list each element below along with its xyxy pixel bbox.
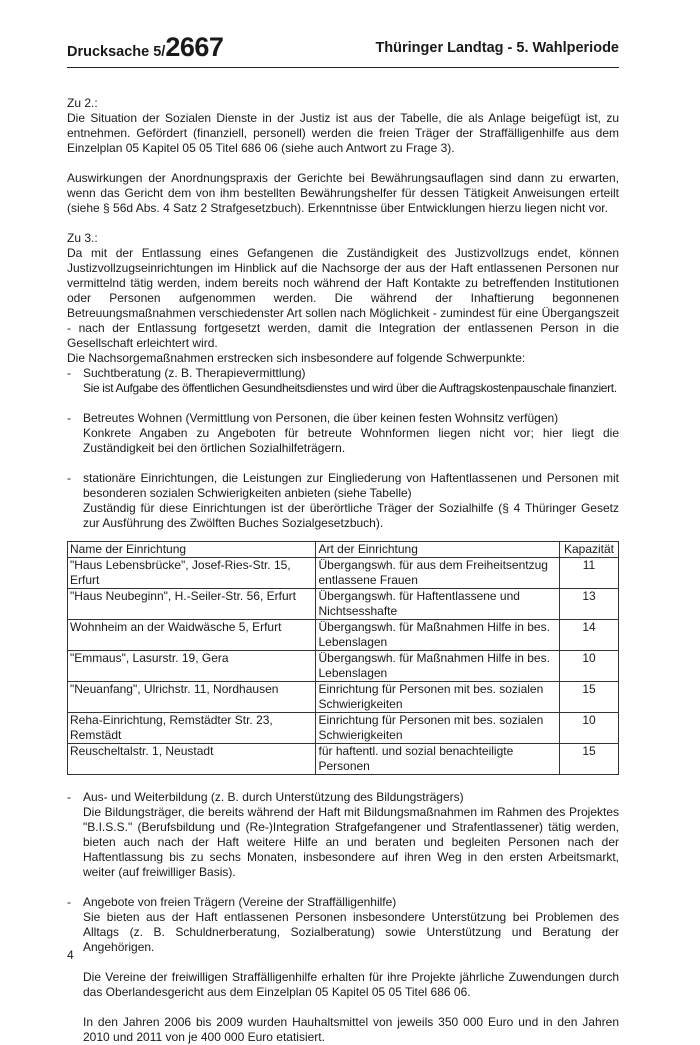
table-header-row [68, 542, 619, 558]
cell-art: Einrichtung für Personen mit bes. sozialen Schwierigkeiten [316, 713, 560, 744]
table-row [68, 589, 619, 620]
list-item-title: Aus- und Weiterbildung (z. B. durch Unterstützung des Bildungsträgers) [83, 790, 464, 804]
cell-kapazitaet: 15 [560, 682, 619, 713]
column-header-kapazitaet: Kapazität [560, 542, 619, 558]
list-dash: - [67, 790, 71, 804]
list-item-text: Konkrete Angaben zu Angeboten für betreute Wohnformen liegen nicht vor; hier liegt die Zuständigkeit bei den örtlichen Sozialhilfeträgern. [83, 426, 619, 455]
cell-name: "Haus Lebensbrücke", Josef-Ries-Str. 15, Erfurt [68, 558, 316, 589]
cell-kapazitaet: 13 [560, 589, 619, 620]
einrichtungen-table [67, 541, 619, 775]
list-item-text: Sie bieten aus der Haft entlassenen Personen insbesondere Unterstützung bei Problemen des Alltags (z. B. Schuldnerberatung, Sozialberatung) sowie Unterstützung und Beratung der Angehörigen. [83, 910, 619, 954]
zu3-paragraph-2: Die Nachsorgemaßnahmen erstrecken sich insbesondere auf folgende Schwerpunkte: [67, 351, 526, 365]
list-dash: - [67, 366, 71, 380]
cell-kapazitaet: 15 [560, 744, 619, 775]
cell-name: "Emmaus", Lasurstr. 19, Gera [68, 651, 316, 682]
column-header-art: Art der Einrichtung [316, 542, 560, 558]
cell-kapazitaet: 10 [560, 713, 619, 744]
cell-art: Übergangswh. für Maßnahmen Hilfe in bes. Lebenslagen [316, 651, 560, 682]
cell-art: Übergangswh. für aus dem Freiheitsentzug entlassene Frauen [316, 558, 560, 589]
cell-name: Reuscheltalstr. 1, Neustadt [68, 744, 316, 775]
cell-name: Reha-Einrichtung, Remstädter Str. 23, Remstädt [68, 713, 316, 744]
list-item-text: Zuständig für diese Einrichtungen ist der überörtliche Träger der Sozialhilfe (§ 4 Thüringer Gesetz zur Ausführung des Zwölften Buches Sozialgesetzbuch). [83, 501, 619, 530]
list-item-text: Sie ist Aufgabe des öffentlichen Gesundheitsdienstes und wird über die Auftragskostenpauschale finanziert. [83, 381, 617, 395]
list-item-aus-weiterbildung [67, 790, 619, 880]
table-row [68, 620, 619, 651]
zu2-heading: Zu 2.: [67, 96, 98, 110]
cell-name: "Neuanfang", Ulrichstr. 11, Nordhausen [68, 682, 316, 713]
parliament-title: Thüringer Landtag - 5. Wahlperiode [375, 40, 619, 56]
list-item-paragraph: In den Jahren 2006 bis 2009 wurden Hauhaltsmittel von jeweils 350 000 Euro und in den Jahren 2010 und 2011 von je 400 000 Euro etatisiert. [83, 1015, 619, 1044]
page-number: 4 [67, 948, 74, 962]
zu3-paragraph-1: Da mit der Entlassung eines Gefangenen die Zuständigkeit des Justizvollzugs endet, können Justizvollzugseinrichtungen im Hinblick auf die Nachsorge der aus der Haft entlassenen Personen nur vermittelnd tätig werden, indem bereits noch während der Haft Kontakte zu betreffenden Institutionen oder Personen aufgenommen werden. Die während der Inhaftierung begonnenen Betreuungsmaßnahmen verschiedenster Art sollen nach Möglichkeit - zumindest für eine Übergangszeit - nach der Entlassung fortgesetzt werden, damit die Integration der entlassenen Person in die Gesellschaft erleichtert wird. [67, 246, 619, 350]
list-item-title: Angebote von freien Trägern (Vereine der Straffälligenhilfe) [83, 895, 397, 909]
zu2-paragraph-2: Auswirkungen der Anordnungspraxis der Gerichte bei Bewährungsauflagen sind dann zu erwarten, wenn das Gericht dem von ihm bestellten Bewährungshelfer für dessen Tätigkeit Anweisungen erteilt (siehe § 56d Abs. 4 Satz 2 Strafgesetzbuch). Erkenntnisse über Entwicklungen hierzu liegen nicht vor. [67, 171, 619, 215]
list-item-title: stationäre Einrichtungen, die Leistungen zur Eingliederung von Haftentlassenen und Personen mit besonderen sozialen Schwierigkeiten anbieten (siehe Tabelle) [83, 471, 619, 500]
cell-kapazitaet: 11 [560, 558, 619, 589]
list-item-suchtberatung [67, 366, 619, 396]
table-row [68, 558, 619, 589]
list-dash: - [67, 471, 71, 485]
zu2-paragraph-1: Die Situation der Sozialen Dienste in der Justiz ist aus der Tabelle, die als Anlage beigefügt ist, zu entnehmen. Gefördert (finanziell, personell) werden die freien Träger der Straffälligenhilfe aus dem Einzelplan 05 Kapitel 05 05 Titel 686 06 (siehe auch Antwort zu Frage 3). [67, 111, 619, 155]
table-row [68, 744, 619, 775]
document-body [67, 96, 619, 1045]
cell-art: für haftentl. und sozial benachteiligte Personen [316, 744, 560, 775]
page-header [67, 30, 619, 66]
cell-name: Wohnheim an der Waidwäsche 5, Erfurt [68, 620, 316, 651]
cell-kapazitaet: 14 [560, 620, 619, 651]
table-row [68, 682, 619, 713]
list-dash: - [67, 411, 71, 425]
document-number [67, 32, 223, 63]
column-header-name: Name der Einrichtung [68, 542, 316, 558]
zu3-heading: Zu 3.: [67, 231, 98, 245]
cell-art: Übergangswh. für Maßnahmen Hilfe in bes. Lebenslagen [316, 620, 560, 651]
list-item-betreutes-wohnen [67, 411, 619, 456]
list-item-freie-traeger [67, 895, 619, 1045]
cell-name: "Haus Neubeginn", H.-Seiler-Str. 56, Erfurt [68, 589, 316, 620]
table-row [68, 651, 619, 682]
cell-art: Übergangswh. für Haftentlassene und Nichtsesshafte [316, 589, 560, 620]
table-row [68, 713, 619, 744]
cell-art: Einrichtung für Personen mit bes. sozialen Schwierigkeiten [316, 682, 560, 713]
list-item-text: Die Bildungsträger, die bereits während der Haft mit Bildungsmaßnahmen im Rahmen des Projektes "B.I.S.S." (Berufsbildung und (Re-)Integration Strafgefangener und Strafentlassener) tätig werden, bieten auch nach der Haft weitere Hilfe an und beraten und begleiten Personen nach der Haftentlassung bis zu sechs Monaten, insbesondere auf ihren Weg in den ersten Arbeitsmarkt, weiter (auf freiwilliger Basis). [83, 805, 619, 879]
list-item-stationaere-einrichtungen [67, 471, 619, 531]
header-rule [67, 67, 619, 68]
list-item-paragraph: Die Vereine der freiwilligen Straffälligenhilfe erhalten für ihre Projekte jährliche Zuwendungen durch das Oberlandesgericht aus dem Einzelplan 05 Kapitel 05 05 Titel 686 06. [83, 970, 619, 999]
list-dash: - [67, 895, 71, 909]
list-item-title: Betreutes Wohnen (Vermittlung von Personen, die über keinen festen Wohnsitz verfügen) [83, 411, 559, 425]
cell-kapazitaet: 10 [560, 651, 619, 682]
document-prefix: Drucksache 5/ [67, 44, 166, 60]
list-item-title: Suchtberatung (z. B. Therapievermittlung) [83, 366, 306, 380]
document-number-value: 2667 [165, 32, 224, 62]
